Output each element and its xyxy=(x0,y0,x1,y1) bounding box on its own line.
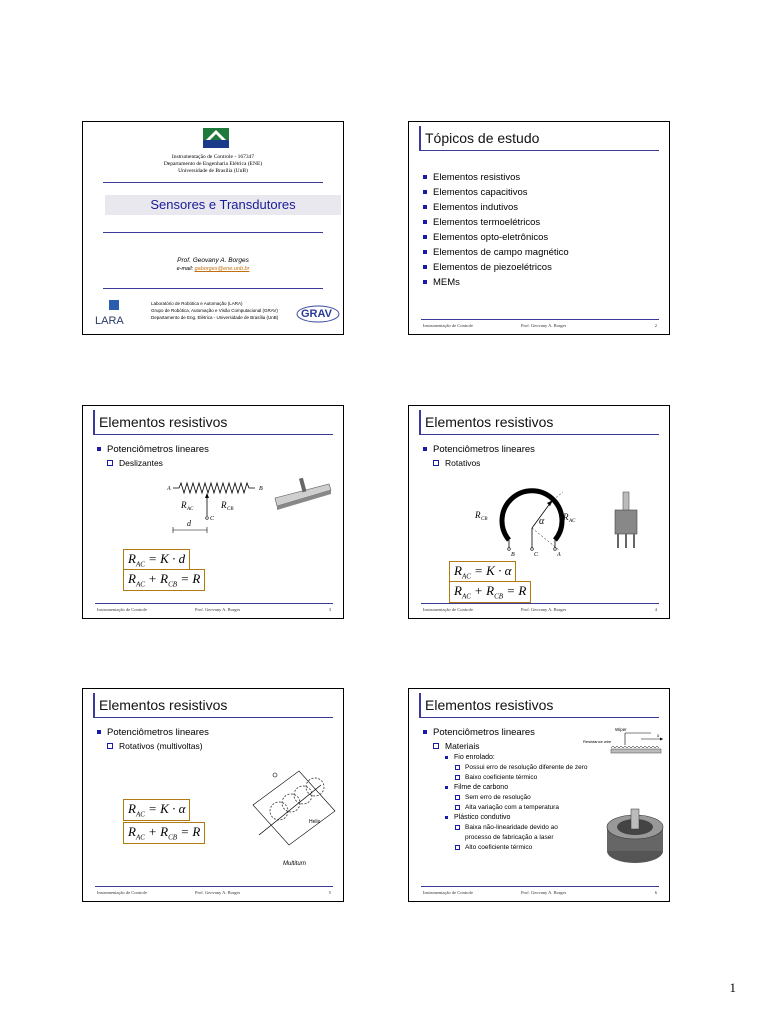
professor-name: Prof. Geovany A. Borges xyxy=(177,257,249,264)
slide-footer xyxy=(421,603,659,613)
slide-title: Elementos resistivos xyxy=(419,693,659,718)
eq-subscript: AC xyxy=(135,580,145,589)
eq-symbol: R xyxy=(454,563,462,578)
equation-sum xyxy=(449,581,531,603)
label-c: C xyxy=(534,552,539,558)
slide-resistive-materials xyxy=(408,688,670,902)
list-item: Potenciômetros lineares xyxy=(423,725,588,740)
course-header xyxy=(83,154,343,175)
lara-logo xyxy=(93,298,133,326)
email-label: e-mail: xyxy=(176,266,194,272)
slide-number: 6 xyxy=(654,890,657,895)
equation-sum xyxy=(123,569,205,591)
slide-multiturn-diagram xyxy=(243,765,339,869)
footer-course: Instrumentação de Controle xyxy=(97,890,147,895)
eq-symbol: R xyxy=(128,824,136,839)
eq-subscript: AC xyxy=(135,833,145,842)
slide-title: Tópicos de estudo xyxy=(419,126,659,151)
label-x: x xyxy=(657,734,660,739)
material-property: Baixa não-linearidade devido ao xyxy=(455,823,588,833)
slide-title: Elementos resistivos xyxy=(93,693,333,718)
footer-course: Instrumentação de Controle xyxy=(97,607,147,612)
department: Departamento de Engenharia Elétrica (ENE) xyxy=(163,161,263,167)
slide-number: 5 xyxy=(328,890,331,895)
eq-subscript: AC xyxy=(135,560,145,569)
sub-item: Deslizantes xyxy=(107,457,209,470)
divider xyxy=(103,232,323,233)
label-rac: R xyxy=(563,512,569,522)
eq-subscript: AC xyxy=(135,810,145,819)
slide-wirewound-diagram xyxy=(581,723,665,763)
label-rac-sub: AC xyxy=(569,519,576,524)
sub-item: Materiais xyxy=(433,740,588,753)
material-property: Possui erro de resolução diferente de zero xyxy=(455,763,588,773)
footer-author: Prof. Geovany A. Borges xyxy=(195,607,241,612)
label-c: C xyxy=(210,516,215,522)
slide-title xyxy=(82,121,344,335)
label-helix: Helix xyxy=(309,819,321,825)
lab-info xyxy=(151,300,278,321)
label-a: A xyxy=(167,486,171,492)
eq-subscript: AC xyxy=(461,572,471,581)
lab-line: Grupo de Robótica, Automação e Visão Computacional (GRAV) xyxy=(151,308,278,313)
material-item: Fio enrolado: xyxy=(445,753,588,763)
bullet-list xyxy=(423,725,588,853)
list-item: Potenciômetros lineares xyxy=(423,442,535,457)
email-line xyxy=(83,266,343,272)
eq-symbol: R xyxy=(128,801,136,816)
slide-resistive-rotary xyxy=(408,405,670,619)
label-rcb-sub: CB xyxy=(481,517,488,522)
bullet-list xyxy=(423,442,535,470)
list-item: Potenciômetros lineares xyxy=(97,442,209,457)
eq-rest: = R xyxy=(177,571,201,586)
slide-number: 2 xyxy=(654,323,657,328)
eq-subscript: CB xyxy=(168,833,178,842)
slide-footer xyxy=(421,319,659,329)
label-rcb: R xyxy=(475,510,481,520)
slide-footer xyxy=(421,886,659,896)
bullet-list xyxy=(97,725,209,753)
lab-line: Departamento de Eng. Elétrica - Universidade de Brasília (UnB) xyxy=(151,315,279,320)
eq-symbol: R xyxy=(128,551,136,566)
material-property: Alto coeficiente térmico xyxy=(455,843,588,853)
material-property: Baixo coeficiente térmico xyxy=(455,773,588,783)
grav-logo-text: GRAV xyxy=(301,308,332,320)
eq-subscript: CB xyxy=(494,592,504,601)
footer-course: Instrumentação de Controle xyxy=(423,890,473,895)
list-item: MEMs xyxy=(423,275,569,290)
unb-logo xyxy=(203,128,229,148)
grav-logo xyxy=(295,302,341,324)
list-item: Elementos resistivos xyxy=(423,170,569,185)
material-property: Alta variação com a temperatura xyxy=(455,803,588,813)
material-property-continuation: processo de fabricação a laser xyxy=(465,834,554,841)
eq-rest: = K · α xyxy=(144,801,186,816)
list-item: Elementos capacitivos xyxy=(423,185,569,200)
slide-topics xyxy=(408,121,670,335)
footer-author: Prof. Geovany A. Borges xyxy=(195,890,241,895)
eq-symbol: R xyxy=(454,583,462,598)
footer-author: Prof. Geovany A. Borges xyxy=(521,607,567,612)
eq-subscript: AC xyxy=(461,592,471,601)
slide-rotary-photo xyxy=(609,490,645,554)
footer-course: Instrumentação de Controle xyxy=(423,323,473,328)
material-property: Sem erro de resolução xyxy=(455,793,588,803)
slide-rotary-diagram xyxy=(471,478,591,558)
footer-author: Prof. Geovany A. Borges xyxy=(521,890,567,895)
list-item: Potenciômetros lineares xyxy=(97,725,209,740)
material-item: Plástico condutivo xyxy=(445,813,588,823)
presentation-title: Sensores e Transdutores xyxy=(105,195,341,215)
eq-rest: + R xyxy=(144,571,169,586)
slide-resistive-sliding xyxy=(82,405,344,619)
slide-footer xyxy=(95,886,333,896)
university: Universidade de Brasília (UnB) xyxy=(178,168,248,174)
eq-symbol: R xyxy=(128,571,136,586)
list-item: Elementos termoelétricos xyxy=(423,215,569,230)
label-b: B xyxy=(511,552,515,558)
slide-potentiometer-photo xyxy=(273,476,333,516)
eq-rest: + R xyxy=(144,824,169,839)
list-item: Elementos de campo magnético xyxy=(423,245,569,260)
label-resistance-wire: Resistance wire xyxy=(583,739,612,744)
list-item: Elementos opto-eletrônicos xyxy=(423,230,569,245)
bullet-list xyxy=(97,442,209,470)
label-d: d xyxy=(187,519,191,528)
sub-item: Rotativos xyxy=(433,457,535,470)
footer-course: Instrumentação de Controle xyxy=(423,607,473,612)
slide-potentiometer-cutaway-photo xyxy=(603,801,667,869)
label-rcb-sub: CB xyxy=(227,507,234,512)
footer-author: Prof. Geovany A. Borges xyxy=(521,323,567,328)
eq-rest: = R xyxy=(503,583,527,598)
eq-rest: = K · α xyxy=(470,563,512,578)
equation-rac xyxy=(449,561,516,583)
topic-list xyxy=(423,170,569,290)
equation-rac xyxy=(123,549,190,571)
slide-footer xyxy=(95,603,333,613)
equation-sum xyxy=(123,822,205,844)
eq-subscript: CB xyxy=(168,580,178,589)
eq-rest: + R xyxy=(470,583,495,598)
divider xyxy=(103,288,323,289)
slide-number: 4 xyxy=(654,607,657,612)
label-a: A xyxy=(557,552,561,558)
label-b: B xyxy=(259,486,263,492)
equation-rac xyxy=(123,799,190,821)
material-item: Filme de carbono xyxy=(445,783,588,793)
email-link[interactable]: gaborges@ene.unb.br xyxy=(194,266,250,272)
slide-potentiometer-diagram xyxy=(167,478,267,534)
page-number: 1 xyxy=(729,980,736,995)
divider xyxy=(103,182,323,183)
eq-rest: = K · d xyxy=(144,551,186,566)
slide-title: Elementos resistivos xyxy=(93,410,333,435)
lara-logo-text: LARA xyxy=(95,315,124,326)
course-name: Instrumentação de Controle - 167347 xyxy=(171,154,255,160)
sub-item: Rotativos (multivoltas) xyxy=(107,740,209,753)
label-multiturn: Multiturn xyxy=(283,861,307,867)
label-rcb: R xyxy=(221,500,227,510)
label-rac: R xyxy=(181,500,187,510)
eq-rest: = R xyxy=(177,824,201,839)
slide-resistive-multiturn xyxy=(82,688,344,902)
label-wiper: Wiper xyxy=(615,727,627,732)
label-alpha: α xyxy=(539,516,545,527)
list-item: Elementos indutivos xyxy=(423,200,569,215)
label-rac-sub: AC xyxy=(187,507,194,512)
lab-line: Laboratório de Robótica e Automação (LARA) xyxy=(151,301,243,306)
slide-title: Elementos resistivos xyxy=(419,410,659,435)
list-item: Elementos de piezoelétricos xyxy=(423,260,569,275)
slide-number: 3 xyxy=(328,607,331,612)
